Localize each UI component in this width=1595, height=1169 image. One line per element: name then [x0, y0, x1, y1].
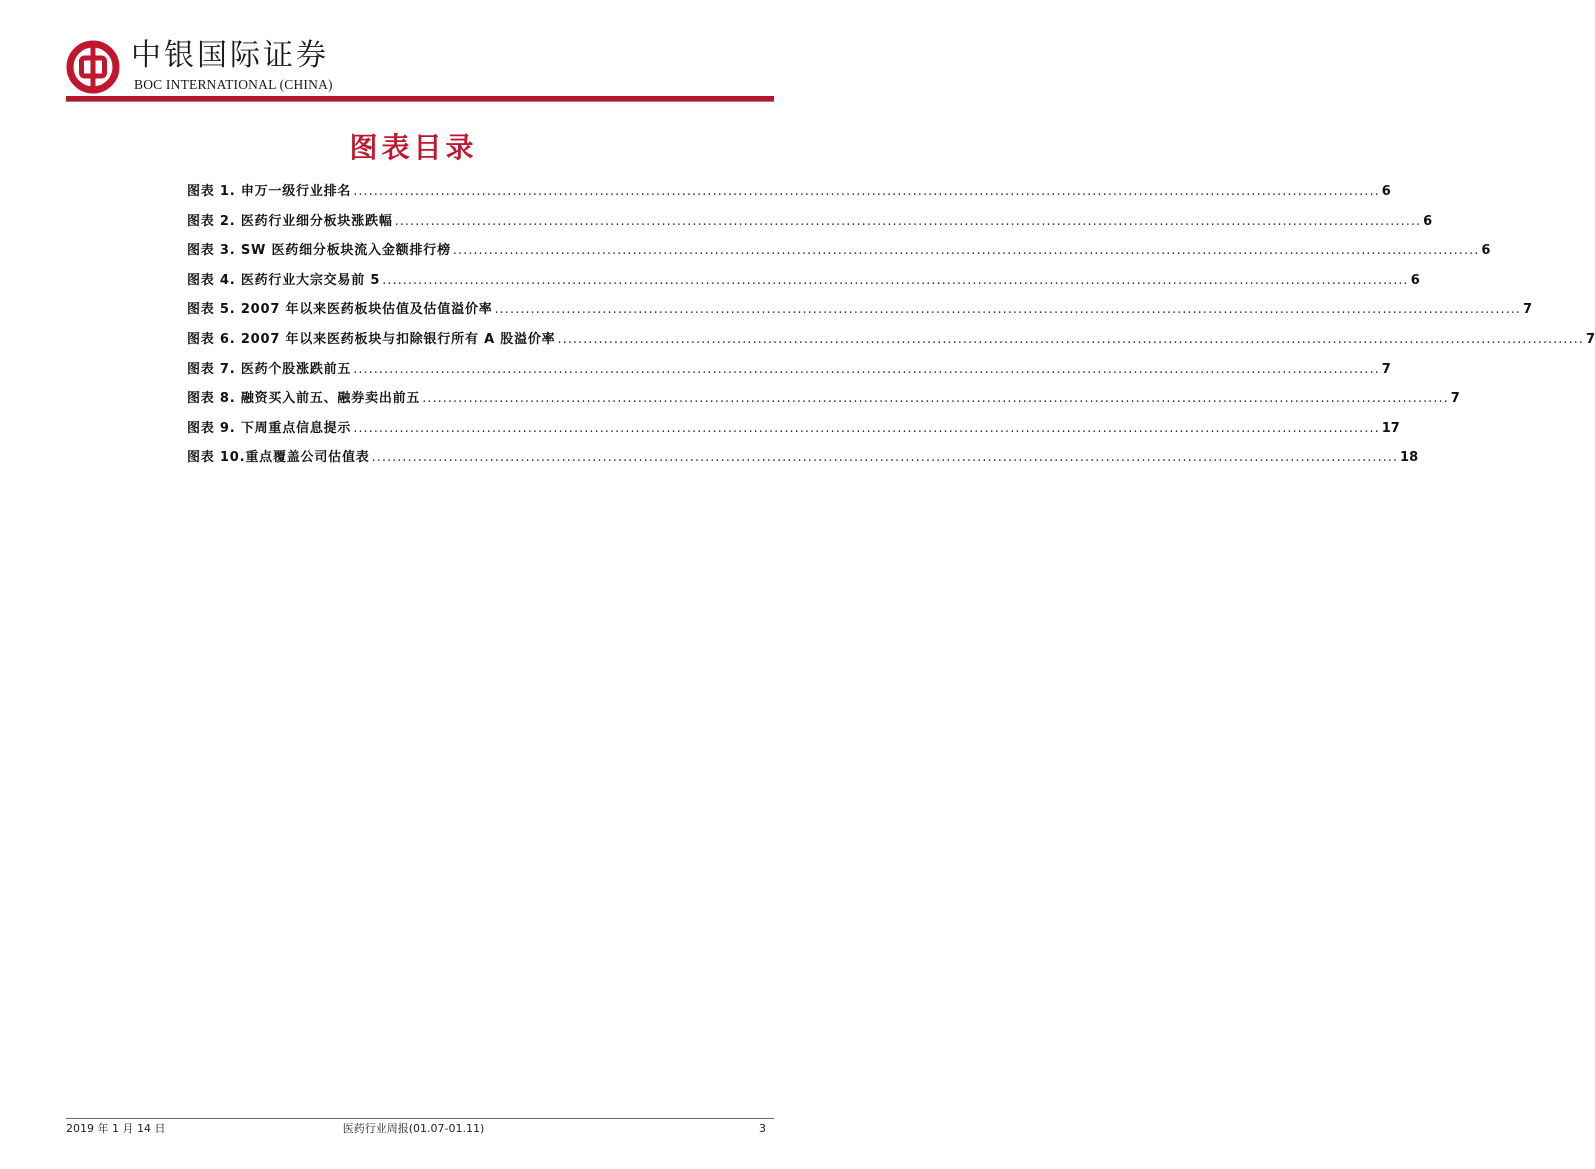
- toc-entry-label[interactable]: 图表 3. SW 医药细分板块流入金额排行榜: [187, 243, 451, 259]
- toc-entry-page[interactable]: 6: [1423, 213, 1433, 229]
- toc-entry-label[interactable]: 图表 7. 医药个股涨跌前五: [187, 361, 352, 377]
- toc-entry[interactable]: [187, 236, 1491, 266]
- footer-page-number: 3: [759, 1122, 766, 1135]
- toc-entry-label[interactable]: 图表 4. 医药行业大宗交易前 5: [187, 272, 381, 288]
- toc-entry[interactable]: [187, 414, 1400, 444]
- footer-report-title: 医药行业周报(01.07-01.11): [342, 1122, 485, 1135]
- toc-entry[interactable]: [187, 177, 1391, 207]
- toc-entry-page[interactable]: 18: [1400, 450, 1419, 466]
- toc-dot-leader: ........................................................................................................................................................................................................: [371, 450, 1399, 466]
- toc-dot-leader: ........................................................................................................................................................................................................: [422, 391, 1449, 407]
- toc-entry-label[interactable]: 图表 8. 融资买入前五、融券卖出前五: [187, 391, 421, 407]
- toc-dot-leader: ........................................................................................................................................................................................................: [557, 331, 1584, 347]
- toc-dot-leader: ........................................................................................................................................................................................................: [353, 361, 1380, 377]
- toc-entry-page[interactable]: 6: [1410, 272, 1420, 288]
- toc-entry-page[interactable]: 6: [1381, 184, 1391, 199]
- toc-entry[interactable]: [187, 384, 1460, 414]
- toc-entry[interactable]: [187, 207, 1433, 237]
- toc-entry-label[interactable]: 图表 9. 下周重点信息提示: [187, 420, 352, 436]
- toc-dot-leader: ........................................................................................................................................................................................................: [353, 420, 1380, 436]
- toc-dot-leader: ........................................................................................................................................................................................................: [382, 272, 1409, 288]
- toc-entry[interactable]: [187, 325, 1595, 355]
- toc-entry-label[interactable]: 图表 10.重点覆盖公司估值表: [187, 450, 370, 466]
- toc-entry-page[interactable]: 7: [1585, 331, 1595, 347]
- toc-entry-page[interactable]: 17: [1381, 420, 1400, 436]
- header-divider-shadow: [66, 101, 774, 102]
- toc-entry-label[interactable]: 图表 5. 2007 年以来医药板块估值及估值溢价率: [187, 302, 493, 318]
- toc-dot-leader: ........................................................................................................................................................................................................: [494, 302, 1522, 318]
- toc-dot-leader: ........................................................................................................................................................................................................: [353, 184, 1380, 199]
- toc-entry-page[interactable]: 7: [1450, 391, 1460, 407]
- toc-entry-label[interactable]: 图表 1. 申万一级行业排名: [187, 184, 352, 199]
- toc-title: 图表目录: [349, 131, 478, 164]
- footer-date: 2019 年 1 月 14 日: [66, 1122, 166, 1135]
- toc-entry-label[interactable]: 图表 2. 医药行业细分板块涨跌幅: [187, 213, 393, 229]
- brand-name-cn: 中银国际证券: [131, 38, 329, 73]
- boc-logo-icon: [66, 40, 120, 94]
- footer-divider: [66, 1118, 774, 1119]
- toc-entry-label[interactable]: 图表 6. 2007 年以来医药板块与扣除银行所有 A 股溢价率: [187, 331, 556, 347]
- toc-entry[interactable]: [187, 355, 1391, 385]
- toc-entry-page[interactable]: 7: [1381, 361, 1391, 377]
- toc-list: [187, 177, 1595, 473]
- brand-name-en: BOC INTERNATIONAL (CHINA): [134, 77, 333, 92]
- toc-dot-leader: ........................................................................................................................................................................................................: [394, 213, 1422, 229]
- toc-entry[interactable]: [187, 266, 1420, 296]
- toc-entry-page[interactable]: 6: [1481, 243, 1491, 259]
- toc-dot-leader: ........................................................................................................................................................................................................: [452, 243, 1480, 259]
- toc-entry[interactable]: [187, 295, 1533, 325]
- toc-entry[interactable]: [187, 443, 1419, 473]
- toc-entry-page[interactable]: 7: [1523, 302, 1533, 318]
